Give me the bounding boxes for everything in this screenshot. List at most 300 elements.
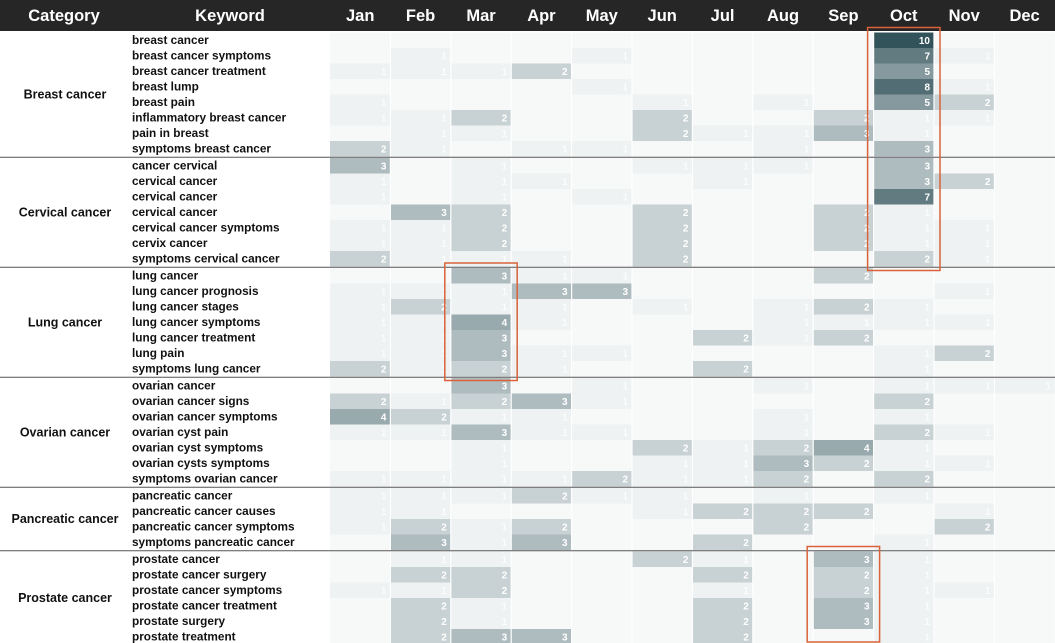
- cell-value: 1: [380, 586, 387, 597]
- cell-bg: [813, 535, 873, 551]
- cell-bg: [572, 629, 632, 643]
- cell-value: 2: [864, 271, 870, 283]
- cell-bg: [511, 33, 571, 49]
- keyword-label: breast cancer symptoms: [132, 48, 272, 63]
- keyword-label: ovarian cancer signs: [132, 394, 250, 408]
- keyword-label: pancreatic cancer causes: [132, 504, 276, 518]
- cell-bg: [692, 284, 752, 300]
- header-month-oct: Oct: [890, 7, 918, 25]
- cell-value: 1: [622, 271, 628, 283]
- cell-bg: [632, 315, 692, 331]
- cell-bg: [994, 535, 1054, 551]
- keyword-label: lung cancer stages: [132, 299, 239, 314]
- cell-bg: [511, 330, 571, 346]
- cell-bg: [934, 409, 994, 425]
- cell-bg: [572, 174, 632, 190]
- cell-value: 1: [622, 428, 628, 439]
- cell-bg: [753, 535, 813, 551]
- cell-value: 1: [501, 254, 508, 266]
- cell-bg: [692, 141, 752, 157]
- cell-value: 1: [441, 51, 447, 63]
- cell-value: 2: [380, 364, 387, 376]
- cell-bg: [572, 158, 632, 174]
- keyword-label: breast pain: [132, 95, 195, 109]
- cell-value: 2: [864, 507, 870, 518]
- cell-value: 1: [682, 302, 689, 314]
- keyword-label: cancer cervical: [132, 158, 218, 173]
- cell-value: 3: [501, 632, 508, 643]
- cell-value: 2: [682, 129, 689, 140]
- cell-bg: [632, 361, 692, 377]
- cell-value: 1: [501, 538, 508, 549]
- cell-bg: [632, 189, 692, 205]
- cell-bg: [994, 79, 1054, 95]
- cell-bg: [330, 48, 390, 64]
- cell-value: 2: [864, 223, 870, 235]
- cell-value: 1: [984, 428, 991, 439]
- cell-bg: [813, 378, 873, 394]
- cell-bg: [994, 33, 1054, 49]
- cell-bg: [813, 346, 873, 362]
- keyword-label: symptoms ovarian cancer: [132, 471, 278, 486]
- cell-value: 1: [380, 474, 387, 486]
- cell-bg: [994, 330, 1054, 346]
- cell-bg: [813, 519, 873, 535]
- header-month-dec: Dec: [1009, 7, 1040, 25]
- cell-value: 2: [682, 208, 689, 219]
- cell-bg: [994, 471, 1054, 487]
- cell-bg: [753, 205, 813, 221]
- cell-value: 1: [441, 349, 447, 360]
- cell-value: 1: [864, 318, 870, 329]
- header-month-mar: Mar: [466, 7, 496, 25]
- cell-bg: [451, 48, 511, 64]
- cell-bg: [330, 79, 390, 95]
- cell-bg: [934, 64, 994, 80]
- cell-value: 2: [501, 570, 508, 582]
- cell-value: 1: [380, 428, 387, 439]
- cell-value: 2: [501, 223, 508, 235]
- cell-value: 1: [984, 223, 991, 235]
- cell-value: 1: [803, 302, 810, 314]
- cell-bg: [753, 284, 813, 300]
- cell-value: 7: [924, 51, 930, 63]
- cell-value: 2: [380, 144, 387, 156]
- cell-value: 2: [682, 443, 689, 455]
- cell-bg: [813, 79, 873, 95]
- cell-bg: [390, 268, 450, 284]
- cell-bg: [934, 33, 994, 49]
- cell-bg: [572, 220, 632, 236]
- cell-value: 2: [501, 586, 508, 597]
- cell-value: 5: [924, 67, 930, 78]
- cell-bg: [813, 409, 873, 425]
- cell-bg: [753, 583, 813, 599]
- cell-value: 1: [622, 192, 628, 204]
- cell-value: 1: [380, 333, 387, 345]
- keyword-label: prostate cancer surgery: [132, 567, 267, 582]
- cell-value: 2: [984, 98, 991, 109]
- cell-bg: [692, 33, 752, 49]
- keyword-label: breast cancer: [132, 33, 209, 47]
- cell-bg: [994, 95, 1054, 111]
- cell-value: 3: [864, 129, 870, 140]
- cell-value: 1: [380, 349, 387, 360]
- cell-bg: [692, 378, 752, 394]
- cell-bg: [994, 251, 1054, 267]
- cell-value: 1: [501, 474, 508, 486]
- cell-bg: [330, 126, 390, 142]
- cell-value: 1: [924, 302, 930, 314]
- cell-value: 2: [562, 67, 568, 78]
- cell-bg: [511, 614, 571, 630]
- cell-value: 3: [501, 428, 508, 439]
- cell-value: 2: [743, 364, 749, 376]
- cell-bg: [330, 456, 390, 472]
- cell-value: 1: [743, 443, 749, 455]
- cell-value: 1: [622, 491, 628, 503]
- cell-bg: [632, 141, 692, 157]
- cell-bg: [511, 456, 571, 472]
- keyword-label: ovarian cancer symptoms: [132, 409, 278, 424]
- cell-value: 2: [743, 601, 749, 613]
- cell-bg: [572, 33, 632, 49]
- cell-value: 1: [682, 161, 689, 173]
- cell-value: 2: [441, 522, 447, 534]
- cell-value: 8: [924, 82, 930, 94]
- cell-bg: [994, 48, 1054, 64]
- cell-value: 2: [682, 555, 689, 566]
- cell-bg: [632, 394, 692, 410]
- cell-value: 1: [501, 412, 508, 424]
- cell-value: 5: [924, 98, 930, 109]
- cell-value: 2: [864, 570, 870, 582]
- cell-bg: [511, 236, 571, 252]
- cell-value: 3: [562, 538, 568, 549]
- cell-value: 1: [562, 177, 568, 188]
- cell-value: 1: [441, 507, 447, 518]
- cell-value: 1: [622, 82, 628, 94]
- cell-value: 1: [682, 491, 689, 503]
- cell-bg: [994, 141, 1054, 157]
- cell-value: 1: [501, 555, 508, 566]
- cell-bg: [994, 488, 1054, 504]
- cell-bg: [632, 33, 692, 49]
- keyword-label: prostate cancer treatment: [132, 598, 277, 613]
- cell-value: 2: [441, 632, 447, 643]
- cell-value: 1: [924, 443, 930, 455]
- cell-value: 1: [682, 507, 689, 518]
- cell-value: 3: [864, 617, 870, 628]
- cell-bg: [994, 189, 1054, 205]
- header-month-may: May: [585, 7, 618, 25]
- cell-value: 1: [441, 113, 447, 125]
- cell-value: 1: [803, 381, 810, 393]
- cell-value: 1: [924, 129, 930, 140]
- cell-bg: [692, 394, 752, 410]
- header-month-jun: Jun: [647, 7, 677, 25]
- cell-value: 1: [803, 161, 810, 173]
- cell-value: 1: [501, 177, 508, 188]
- cell-bg: [511, 440, 571, 456]
- cell-bg: [994, 284, 1054, 300]
- cell-bg: [813, 158, 873, 174]
- cell-value: 1: [803, 318, 810, 329]
- cell-value: 1: [622, 397, 628, 408]
- cell-value: 1: [562, 349, 568, 360]
- keyword-label: inflammatory breast cancer: [132, 110, 287, 125]
- cell-bg: [753, 394, 813, 410]
- keyword-label: cervical cancer: [132, 205, 218, 219]
- cell-value: 2: [864, 239, 870, 250]
- cell-bg: [813, 425, 873, 441]
- cell-value: 2: [682, 113, 689, 125]
- cell-bg: [692, 95, 752, 111]
- cell-value: 4: [864, 443, 870, 455]
- cell-value: 1: [924, 223, 930, 235]
- cell-value: 1: [743, 555, 749, 566]
- keyword-label: lung pain: [132, 346, 185, 360]
- cell-bg: [692, 425, 752, 441]
- cell-bg: [511, 189, 571, 205]
- cell-value: 1: [380, 192, 387, 204]
- cell-value: 1: [984, 82, 991, 94]
- cell-bg: [874, 504, 934, 520]
- cell-value: 3: [501, 381, 508, 393]
- cell-bg: [572, 236, 632, 252]
- cell-bg: [572, 330, 632, 346]
- cell-bg: [632, 567, 692, 583]
- cell-value: 1: [380, 287, 387, 298]
- cell-value: 2: [743, 538, 749, 549]
- cell-bg: [994, 567, 1054, 583]
- cell-bg: [934, 394, 994, 410]
- cell-value: 3: [803, 459, 810, 470]
- cell-bg: [934, 535, 994, 551]
- cell-bg: [330, 567, 390, 583]
- cell-bg: [753, 189, 813, 205]
- cell-value: 1: [924, 412, 930, 424]
- cell-bg: [692, 110, 752, 126]
- cell-value: 1: [501, 67, 508, 78]
- cell-bg: [753, 346, 813, 362]
- cell-bg: [572, 126, 632, 142]
- cell-bg: [390, 174, 450, 190]
- cell-bg: [692, 189, 752, 205]
- cell-bg: [692, 409, 752, 425]
- header-month-sep: Sep: [828, 7, 859, 25]
- cell-value: 2: [743, 570, 749, 582]
- cell-value: 1: [441, 364, 447, 376]
- cell-bg: [994, 126, 1054, 142]
- cell-bg: [692, 220, 752, 236]
- cell-value: 1: [743, 586, 749, 597]
- cell-value: 3: [441, 538, 447, 549]
- cell-bg: [330, 33, 390, 49]
- cell-value: 1: [743, 161, 749, 173]
- cell-bg: [692, 299, 752, 315]
- cell-bg: [994, 220, 1054, 236]
- keyword-label: ovarian cysts symptoms: [132, 456, 270, 470]
- cell-bg: [511, 583, 571, 599]
- cell-bg: [813, 284, 873, 300]
- cell-value: 1: [622, 381, 628, 393]
- cell-value: 1: [984, 51, 991, 63]
- cell-bg: [451, 33, 511, 49]
- cell-bg: [753, 236, 813, 252]
- cell-value: 1: [924, 208, 930, 219]
- cell-value: 1: [562, 318, 568, 329]
- cell-bg: [572, 519, 632, 535]
- cell-bg: [511, 567, 571, 583]
- category-label: Lung cancer: [27, 315, 103, 330]
- cell-bg: [874, 519, 934, 535]
- cell-value: 1: [441, 428, 447, 439]
- cell-bg: [330, 205, 390, 221]
- cell-value: 1: [562, 428, 568, 439]
- keyword-label: cervical cancer symptoms: [132, 220, 280, 235]
- cell-bg: [813, 141, 873, 157]
- cell-bg: [572, 504, 632, 520]
- cell-value: 1: [924, 318, 930, 329]
- cell-bg: [632, 614, 692, 630]
- cell-value: 1: [984, 459, 991, 470]
- cell-bg: [934, 440, 994, 456]
- cell-value: 1: [803, 333, 810, 345]
- cell-bg: [994, 583, 1054, 599]
- cell-value: 2: [380, 397, 387, 408]
- cell-value: 2: [682, 223, 689, 235]
- cell-value: 1: [562, 302, 568, 314]
- cell-value: 1: [562, 144, 568, 156]
- cell-bg: [934, 598, 994, 614]
- cell-bg: [994, 299, 1054, 315]
- keyword-label: symptoms pancreatic cancer: [132, 535, 295, 549]
- cell-bg: [330, 629, 390, 643]
- keyword-label: cervical cancer: [132, 174, 218, 188]
- cell-bg: [632, 330, 692, 346]
- cell-value: 4: [501, 318, 508, 329]
- cell-value: 1: [501, 287, 508, 298]
- cell-value: 1: [984, 318, 991, 329]
- cell-value: 1: [501, 617, 508, 628]
- keyword-label: lung cancer symptoms: [132, 315, 261, 329]
- cell-value: 1: [984, 239, 991, 250]
- cell-value: 1: [984, 287, 991, 298]
- cell-bg: [753, 251, 813, 267]
- cell-value: 1: [562, 271, 568, 283]
- cell-bg: [753, 361, 813, 377]
- cell-bg: [572, 110, 632, 126]
- cell-bg: [994, 552, 1054, 568]
- cell-bg: [511, 378, 571, 394]
- cell-bg: [934, 330, 994, 346]
- keyword-label: ovarian cyst pain: [132, 425, 229, 439]
- cell-bg: [451, 79, 511, 95]
- cell-bg: [994, 174, 1054, 190]
- cell-bg: [572, 598, 632, 614]
- cell-value: 1: [924, 364, 930, 376]
- cell-value: 1: [441, 474, 447, 486]
- cell-value: 3: [864, 601, 870, 613]
- cell-value: 1: [501, 491, 508, 503]
- cell-value: 1: [743, 474, 749, 486]
- cell-value: 1: [924, 586, 930, 597]
- cell-bg: [632, 64, 692, 80]
- cell-value: 1: [924, 459, 930, 470]
- cell-value: 1: [682, 98, 689, 109]
- cell-value: 4: [380, 412, 387, 424]
- cell-bg: [572, 456, 632, 472]
- cell-bg: [753, 110, 813, 126]
- cell-value: 1: [924, 617, 930, 628]
- cell-bg: [572, 95, 632, 111]
- cell-bg: [572, 440, 632, 456]
- cell-bg: [813, 251, 873, 267]
- cell-bg: [632, 409, 692, 425]
- cell-value: 3: [622, 287, 628, 298]
- cell-value: 1: [501, 161, 508, 173]
- cell-bg: [753, 614, 813, 630]
- cell-value: 2: [984, 349, 991, 360]
- cell-bg: [632, 519, 692, 535]
- cell-bg: [753, 48, 813, 64]
- cell-value: 2: [682, 254, 689, 266]
- cell-bg: [874, 330, 934, 346]
- cell-bg: [632, 346, 692, 362]
- cell-bg: [511, 48, 571, 64]
- cell-value: 1: [622, 144, 628, 156]
- cell-value: 1: [803, 129, 810, 140]
- cell-bg: [511, 220, 571, 236]
- cell-bg: [451, 141, 511, 157]
- cell-bg: [692, 236, 752, 252]
- cell-value: 3: [380, 161, 387, 173]
- cell-value: 1: [501, 192, 508, 204]
- cell-bg: [330, 268, 390, 284]
- cell-bg: [813, 629, 873, 643]
- cell-value: 1: [380, 302, 387, 314]
- cell-value: 2: [562, 491, 568, 503]
- keyword-label: symptoms lung cancer: [132, 361, 261, 376]
- keyword-label: symptoms cervical cancer: [132, 251, 280, 266]
- cell-bg: [994, 598, 1054, 614]
- cell-bg: [753, 598, 813, 614]
- cell-value: 2: [984, 177, 991, 188]
- cell-bg: [511, 552, 571, 568]
- cell-bg: [632, 378, 692, 394]
- cell-value: 3: [924, 177, 930, 188]
- cell-bg: [692, 48, 752, 64]
- keyword-label: pancreatic cancer symptoms: [132, 519, 295, 534]
- keyword-label: prostate treatment: [132, 629, 236, 643]
- cell-bg: [994, 504, 1054, 520]
- cell-value: 2: [864, 113, 870, 125]
- cell-value: 3: [501, 333, 508, 345]
- cell-bg: [813, 471, 873, 487]
- cell-value: 2: [501, 239, 508, 250]
- cell-value: 2: [924, 397, 930, 408]
- cell-bg: [572, 64, 632, 80]
- cell-value: 1: [380, 239, 387, 250]
- cell-bg: [572, 299, 632, 315]
- cell-value: 3: [501, 271, 508, 283]
- cell-bg: [330, 614, 390, 630]
- cell-value: 1: [441, 67, 447, 78]
- cell-bg: [632, 79, 692, 95]
- cell-bg: [994, 440, 1054, 456]
- cell-value: 1: [1045, 381, 1051, 393]
